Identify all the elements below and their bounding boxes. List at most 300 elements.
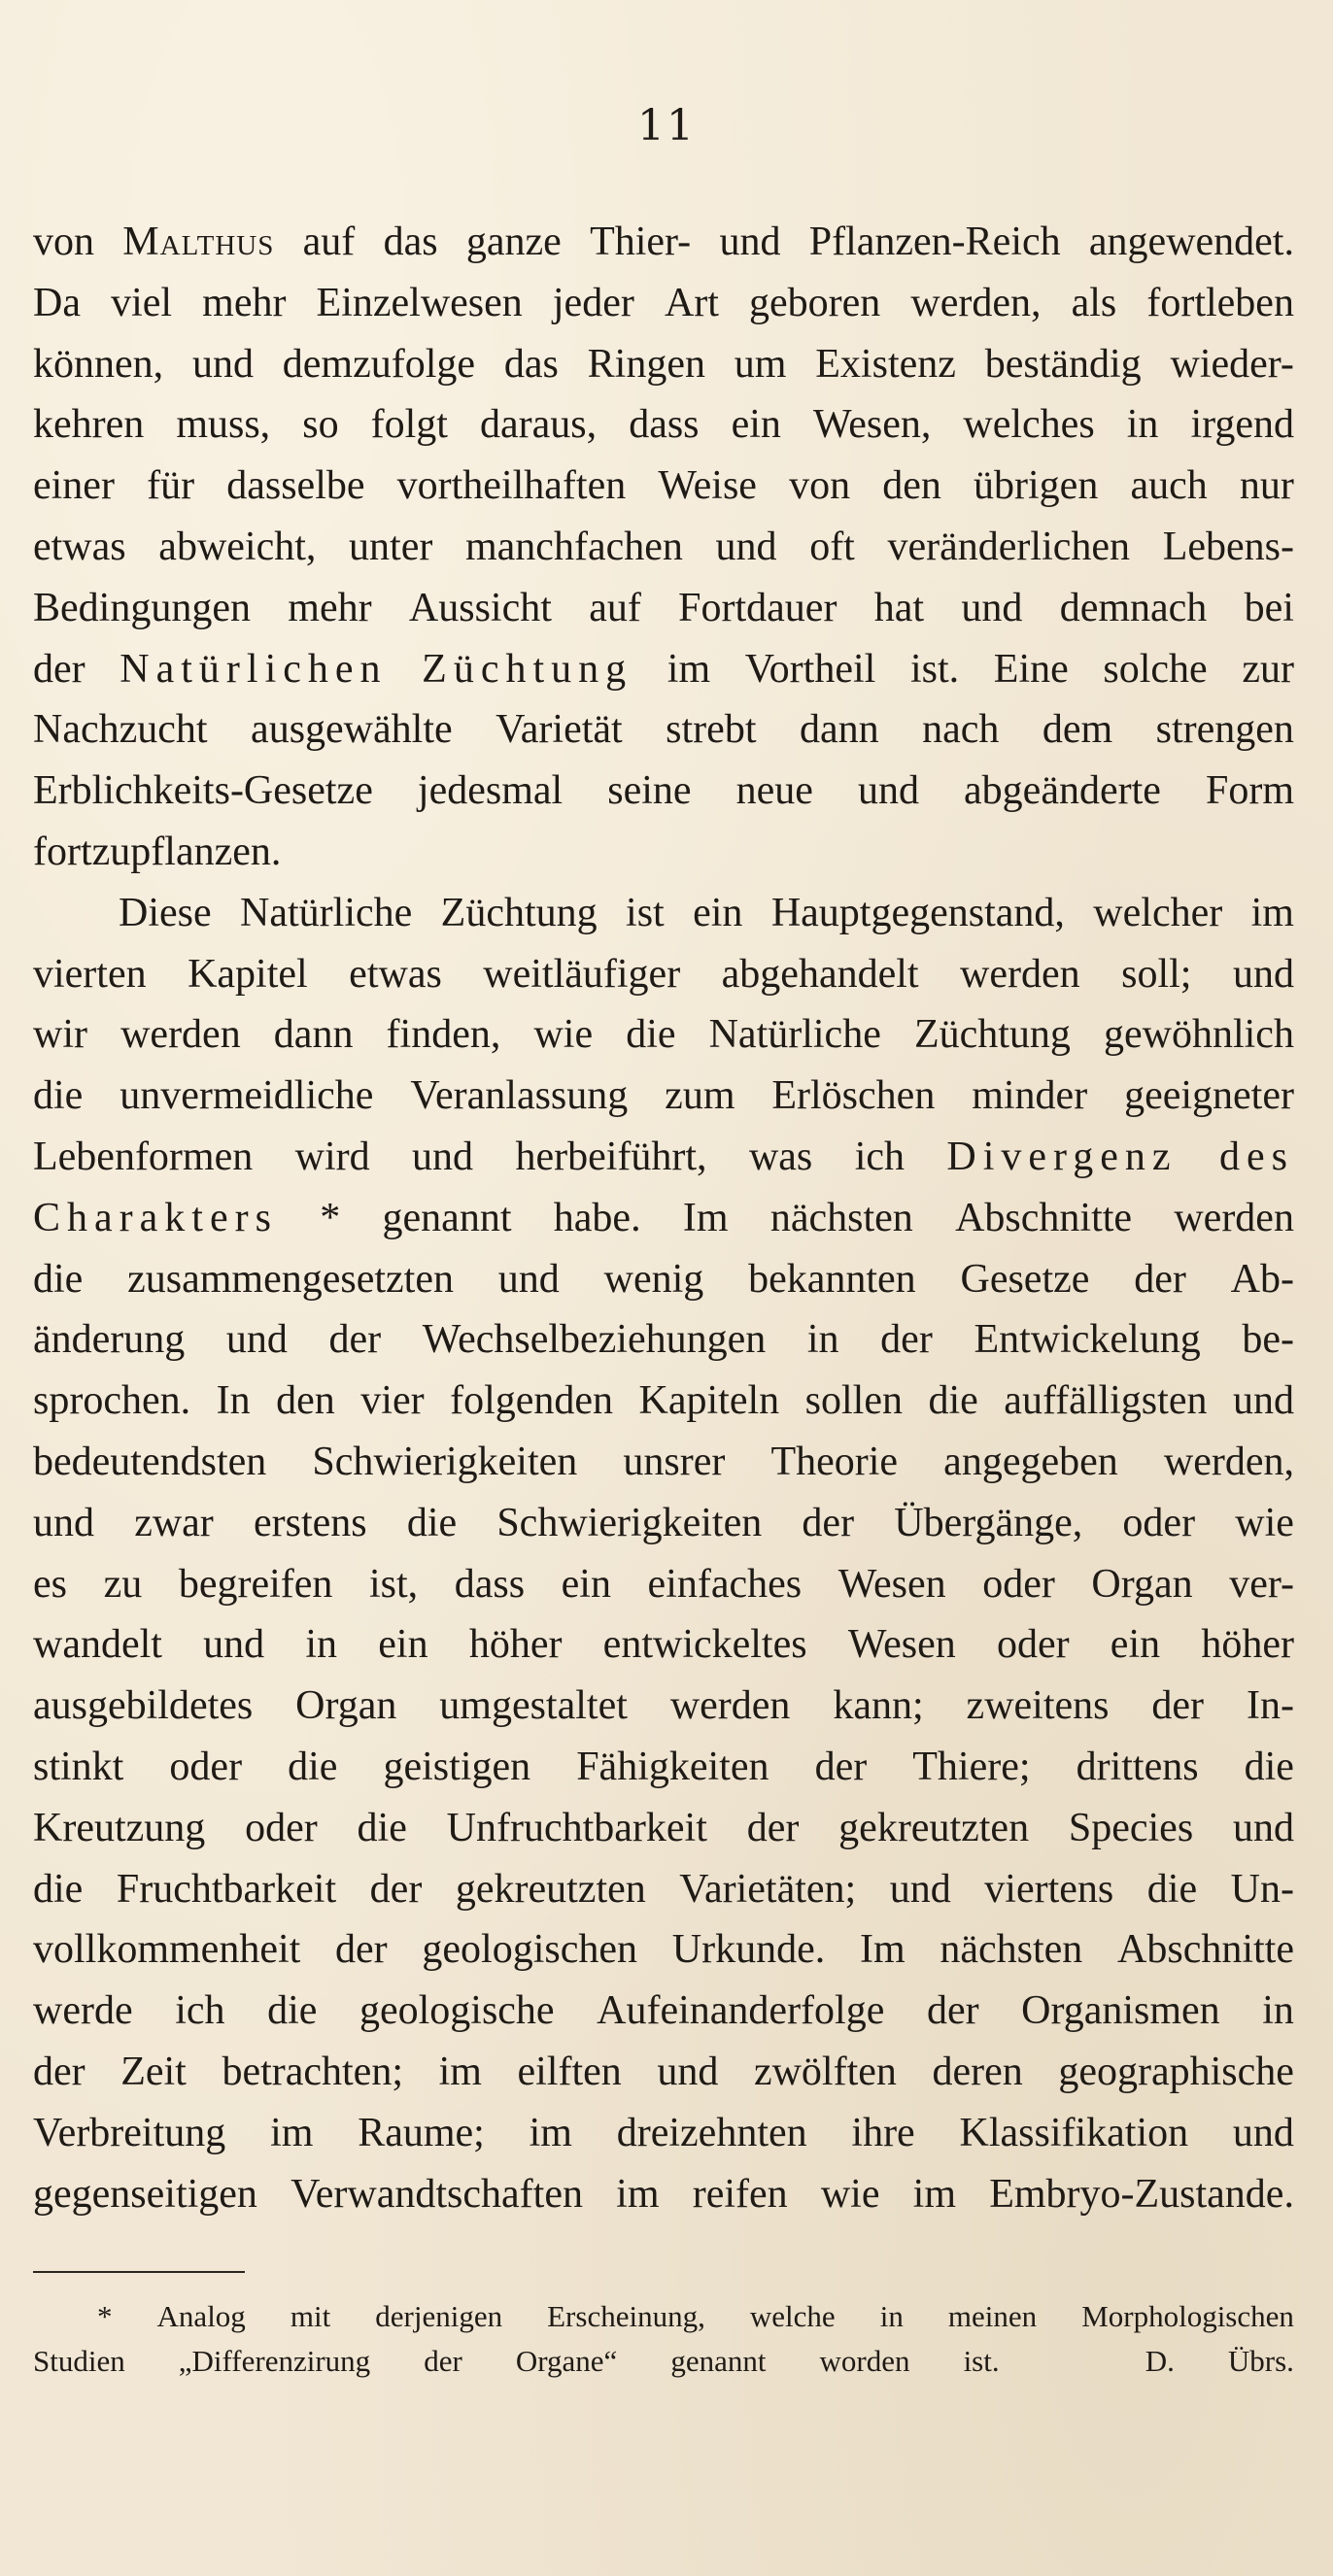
word: herbeiführt,: [515, 1134, 707, 1179]
footnote-word: D.: [1145, 2344, 1175, 2378]
footnote-word: Studien: [33, 2344, 125, 2378]
word: Eine: [993, 646, 1069, 692]
word: auf: [589, 585, 641, 630]
word: der: [1134, 1256, 1186, 1302]
word: geologischen: [422, 1927, 638, 1973]
word: dasselbe: [226, 463, 365, 509]
text-line: [33, 2103, 1294, 2164]
text-line: [33, 2164, 1294, 2225]
word: Erblichkeits-Gesetze: [33, 768, 373, 814]
word: zum: [665, 1073, 735, 1119]
word: der: [880, 1317, 933, 1363]
word: finden,: [386, 1012, 501, 1058]
word: etwas: [349, 951, 442, 997]
word: um: [734, 341, 787, 387]
word: die: [267, 1988, 318, 2034]
word: Schwierigkeiten: [312, 1439, 578, 1484]
word: dem: [1042, 707, 1113, 753]
word: Zeit: [120, 2049, 187, 2094]
word: der: [926, 1988, 979, 2034]
word: ich: [854, 1134, 905, 1179]
word: Charakters: [33, 1195, 278, 1240]
text-line: [33, 334, 1294, 395]
word: jedesmal: [417, 768, 564, 814]
word: Fortdauer: [678, 585, 837, 630]
word: Entwickelung: [974, 1317, 1201, 1363]
word: der: [328, 1317, 382, 1363]
word: der: [33, 2049, 85, 2094]
word: und: [715, 524, 777, 569]
word: so: [302, 402, 339, 448]
word: ein: [693, 890, 743, 935]
word: Bedingungen: [33, 585, 251, 630]
word: seine: [607, 768, 692, 814]
word: drittens: [1076, 1744, 1199, 1789]
word: den: [276, 1378, 335, 1424]
text-line: [33, 2042, 1294, 2103]
word: Thier-: [590, 220, 692, 264]
word: fortzupflanzen.: [33, 829, 282, 874]
word: geographische: [1058, 2049, 1294, 2094]
word: betrachten;: [222, 2049, 403, 2094]
footnote-word: Organe“: [515, 2344, 618, 2378]
word: werden,: [1163, 1439, 1294, 1484]
word: Im: [682, 1195, 729, 1240]
word: in: [1126, 402, 1159, 448]
word: im: [666, 646, 711, 692]
word: welcher: [1093, 890, 1223, 935]
word: und: [857, 768, 919, 814]
word: dass: [629, 402, 700, 448]
word: kehren: [33, 402, 145, 448]
word: und: [191, 341, 254, 387]
word: Im: [859, 1927, 906, 1973]
text-line: [33, 1066, 1294, 1127]
word: Erlöschen: [771, 1073, 936, 1119]
word: gekreutzten: [455, 1866, 646, 1912]
word: oder: [1122, 1500, 1196, 1545]
word: zur: [1242, 646, 1294, 692]
word: bekannten: [748, 1256, 916, 1302]
word: ein: [731, 402, 781, 448]
word: wird: [294, 1134, 370, 1179]
word: höher: [468, 1622, 563, 1668]
word: jeder: [552, 280, 634, 325]
word: Raume;: [358, 2110, 485, 2155]
word: Wesen,: [812, 402, 932, 448]
word: kann;: [833, 1683, 924, 1729]
word: Unfruchtbarkeit: [446, 1805, 707, 1850]
word: Verbreitung: [33, 2110, 226, 2155]
word: was: [748, 1134, 813, 1179]
word: vier: [360, 1378, 425, 1424]
word: gegenseitigen: [33, 2171, 257, 2217]
word: ein: [378, 1622, 428, 1668]
word: angegeben: [943, 1439, 1118, 1484]
word: unvermeidliche: [120, 1073, 374, 1119]
word: ausgewählte: [251, 707, 453, 753]
text-line: [33, 517, 1294, 578]
footnote-word: *: [97, 2299, 113, 2333]
word: ihre: [851, 2110, 915, 2155]
word: im: [438, 2049, 482, 2094]
word: der: [369, 1866, 423, 1912]
text-line: [33, 1371, 1294, 1432]
word: oder: [982, 1561, 1055, 1607]
word: wie: [1235, 1500, 1294, 1545]
word: werden: [120, 1012, 241, 1058]
word: oder: [169, 1744, 243, 1789]
word: ist,: [368, 1561, 419, 1607]
word: folgenden: [450, 1378, 614, 1424]
word: der: [335, 1927, 388, 1973]
word: erstens: [253, 1500, 367, 1545]
word: und: [497, 1256, 560, 1302]
word: welches: [963, 402, 1095, 448]
word: geeigneter: [1124, 1073, 1294, 1119]
word: Ringen: [587, 341, 705, 387]
text-line: [33, 1004, 1294, 1066]
word: mehr: [202, 280, 287, 325]
word: Diese: [119, 890, 212, 935]
word: ganze: [465, 220, 562, 264]
word: Natürliche: [240, 890, 413, 935]
text-line: [33, 883, 1294, 944]
word: bei: [1244, 585, 1294, 630]
word: als: [1071, 280, 1117, 325]
footnote-word: mit: [290, 2299, 331, 2333]
word: Theorie: [770, 1439, 899, 1484]
word: wenig: [603, 1256, 704, 1302]
footnote-word: der: [424, 2344, 462, 2378]
word: die: [1146, 1866, 1198, 1912]
word: Art: [664, 280, 719, 325]
word: weitläufiger: [483, 951, 681, 997]
word: werde: [33, 1988, 133, 2034]
footnote-word: Morphologischen: [1081, 2299, 1294, 2333]
word: nur: [1239, 463, 1294, 509]
word: der: [802, 1500, 855, 1545]
word: vierten: [33, 951, 147, 997]
word: im: [912, 2171, 957, 2217]
word: auch: [1130, 463, 1208, 509]
word: ausgebildetes: [33, 1683, 254, 1729]
word: dann: [799, 707, 879, 753]
word: ver-: [1229, 1561, 1294, 1607]
text-line: [33, 1249, 1294, 1310]
word: Einzelwesen: [316, 280, 523, 325]
word: abgehandelt: [721, 951, 919, 997]
word: und: [719, 220, 781, 264]
word: Organ: [1091, 1561, 1193, 1607]
word: und: [1232, 951, 1294, 997]
text-line: [33, 944, 1294, 1005]
word: viel: [111, 280, 173, 325]
word: im: [529, 2110, 572, 2155]
word: Organ: [295, 1683, 397, 1729]
word: hat: [873, 585, 925, 630]
word: die: [406, 1500, 458, 1545]
body-text: [33, 212, 1294, 2224]
word: Hauptgegenstand,: [770, 890, 1065, 935]
word: vortheilhaften: [396, 463, 627, 509]
word: viertens: [984, 1866, 1114, 1912]
word: soll;: [1121, 951, 1192, 997]
word: im: [616, 2171, 660, 2217]
word: zusammengesetzten: [127, 1256, 454, 1302]
text-line: [33, 1614, 1294, 1676]
word: beständig: [984, 341, 1142, 387]
footnote-word: Erscheinung,: [547, 2299, 705, 2333]
word: den: [882, 463, 941, 509]
word: zu: [103, 1561, 143, 1607]
word: zweitens: [966, 1683, 1110, 1729]
word: zwölften: [753, 2049, 897, 2094]
word: auffälligsten: [1004, 1378, 1208, 1424]
word: demnach: [1059, 585, 1208, 630]
word: und: [203, 1622, 265, 1668]
word: ist: [626, 890, 665, 935]
word: Züchtung: [440, 890, 598, 935]
word: Aussicht: [408, 585, 552, 630]
word: und: [657, 2049, 719, 2094]
word: dreizehnten: [616, 2110, 807, 2155]
word: begreifen: [178, 1561, 333, 1607]
text-line: [33, 212, 1294, 273]
word: in: [305, 1622, 338, 1668]
word: die: [288, 1744, 338, 1789]
word: Vortheil: [744, 646, 876, 692]
word: Natürlichen: [120, 646, 388, 692]
word: Aufeinanderfolge: [597, 1988, 885, 2034]
word: einfaches: [647, 1561, 803, 1607]
word: die: [1244, 1744, 1294, 1789]
word: des: [1218, 1134, 1294, 1179]
word: Fruchtbarkeit: [116, 1866, 337, 1912]
word: stinkt: [33, 1744, 124, 1789]
word: Fähigkeiten: [576, 1744, 769, 1789]
word: vollkommenheit: [33, 1927, 301, 1973]
word: wie: [820, 2171, 880, 2217]
word: und: [1232, 1805, 1294, 1850]
text-line: [33, 1737, 1294, 1798]
word: neue: [735, 768, 813, 814]
word: einer: [33, 463, 115, 509]
word: be-: [1242, 1317, 1294, 1363]
word: die: [33, 1073, 84, 1119]
word: oft: [809, 524, 855, 569]
word: der: [814, 1744, 868, 1789]
word: Wesen: [837, 1561, 946, 1607]
word: solche: [1103, 646, 1208, 692]
word: oder: [996, 1622, 1070, 1668]
word: in: [806, 1317, 839, 1363]
word: daraus,: [480, 402, 598, 448]
text-line: [33, 639, 1294, 700]
word: für: [147, 463, 195, 509]
footnote-word: Analog: [156, 2299, 246, 2333]
footnote-word: in: [879, 2299, 904, 2333]
word: sprochen.: [33, 1378, 191, 1424]
word: übrigen: [974, 463, 1099, 509]
word: höher: [1201, 1622, 1294, 1668]
word: unsrer: [623, 1439, 726, 1484]
word: und: [1232, 1378, 1294, 1424]
text-line: [33, 1919, 1294, 1981]
word: minder: [972, 1073, 1088, 1119]
word: sollen: [804, 1378, 903, 1424]
word: oder: [245, 1805, 318, 1850]
word: geistigen: [383, 1744, 531, 1789]
word: nächsten: [769, 1195, 913, 1240]
word: Veranlassung: [410, 1073, 629, 1119]
word: von: [33, 220, 94, 264]
word: Ab-: [1230, 1256, 1294, 1302]
text-line: [33, 1676, 1294, 1737]
text-line: [33, 1981, 1294, 2042]
word: Kapitel: [188, 951, 308, 997]
word: Species: [1068, 1805, 1194, 1850]
text-line: [33, 394, 1294, 456]
footnote-divider: [33, 2271, 245, 2273]
text-line: [33, 1798, 1294, 1859]
word: umgestaltet: [439, 1683, 628, 1729]
word: das: [383, 220, 438, 264]
word: Organismen: [1021, 1988, 1220, 2034]
word: Übergänge,: [894, 1500, 1083, 1545]
word: Varietäten;: [679, 1866, 857, 1912]
footnote: [33, 2294, 1294, 2384]
text-line: [33, 1493, 1294, 1554]
word: angewendet.: [1088, 220, 1294, 264]
word: nach: [922, 707, 1000, 753]
word: gekreutzten: [838, 1805, 1030, 1850]
word: Thiere;: [912, 1744, 1031, 1789]
word: die: [33, 1866, 84, 1912]
word: demzufolge: [282, 341, 476, 387]
footnote-word: meinen: [947, 2299, 1038, 2333]
word: veränderlichen: [887, 524, 1131, 569]
word: wandelt: [33, 1622, 162, 1668]
word: Existenz: [815, 341, 956, 387]
word: im: [270, 2110, 314, 2155]
word: zwar: [134, 1500, 214, 1545]
word: es: [33, 1561, 67, 1607]
word: manchfachen: [465, 524, 683, 569]
word: Abschnitte: [955, 1195, 1133, 1240]
word: Wesen: [847, 1622, 956, 1668]
word: deren: [932, 2049, 1023, 2094]
word: Gesetze: [960, 1256, 1090, 1302]
word: die: [626, 1012, 676, 1058]
word: Verwandtschaften: [291, 2171, 583, 2217]
word: Lebens-: [1162, 524, 1294, 569]
word: Kreutzung: [33, 1805, 206, 1850]
word: in: [1262, 1988, 1294, 2034]
word: geologische: [359, 1988, 555, 2034]
footnote-word: welche: [749, 2299, 836, 2333]
word: das: [503, 341, 559, 387]
text-line: [33, 456, 1294, 517]
word: ein: [1110, 1622, 1161, 1668]
word: entwickeltes: [602, 1622, 807, 1668]
word: änderung: [33, 1317, 186, 1363]
footnote-word: ist.: [963, 2344, 1000, 2378]
footnote-word: worden: [819, 2344, 910, 2378]
word: Malthus: [122, 220, 275, 264]
word: unter: [349, 524, 433, 569]
text-line: [33, 1432, 1294, 1493]
text-line: [33, 1188, 1294, 1249]
text-line: [33, 761, 1294, 822]
text-line: [33, 1127, 1294, 1188]
word: dann: [273, 1012, 354, 1058]
word: Divergenz: [946, 1134, 1178, 1179]
footnote-word: Übrs.: [1227, 2344, 1294, 2378]
footnote-word: genannt: [670, 2344, 767, 2378]
word: werden: [960, 951, 1080, 997]
word: wieder-: [1170, 341, 1294, 387]
word: dass: [454, 1561, 526, 1607]
word: strebt: [666, 707, 757, 753]
word: Un-: [1230, 1866, 1294, 1912]
word: Lebenformen: [33, 1134, 254, 1179]
footnote-word: derjenigen: [375, 2299, 503, 2333]
word: reifen: [692, 2171, 788, 2217]
word: Urkunde.: [671, 1927, 826, 1973]
word: Züchtung: [913, 1012, 1071, 1058]
word: von: [789, 463, 851, 509]
word: nächsten: [940, 1927, 1083, 1973]
word: Kapiteln: [638, 1378, 780, 1424]
text-line: [33, 578, 1294, 639]
word: und: [225, 1317, 288, 1363]
word: Nachzucht: [33, 707, 208, 753]
word: Da: [33, 280, 81, 325]
word: die: [357, 1805, 407, 1850]
word: habe.: [553, 1195, 641, 1240]
word: wir: [33, 1012, 87, 1058]
word: Klassifikation: [959, 2110, 1189, 2155]
word: ist.: [909, 646, 960, 692]
word: werden: [1174, 1195, 1294, 1240]
word: die: [33, 1256, 84, 1302]
footnote-line: [33, 2294, 1294, 2339]
footnote-line: [33, 2339, 1294, 2384]
word: und: [889, 1866, 951, 1912]
word: Schwierigkeiten: [496, 1500, 763, 1545]
word: Weise: [658, 463, 757, 509]
text-line: [33, 699, 1294, 761]
word: der: [1151, 1683, 1205, 1729]
word: der: [746, 1805, 800, 1850]
word: Züchtung: [422, 646, 633, 692]
text-line: [33, 822, 1294, 883]
text-line: [33, 1554, 1294, 1615]
word: werden: [669, 1683, 791, 1729]
word: strengen: [1155, 707, 1294, 753]
word: geboren: [749, 280, 881, 325]
word: und: [961, 585, 1023, 630]
word: mehr: [288, 585, 372, 630]
footnote-word: „Differenzirung: [178, 2344, 371, 2378]
word: ich: [175, 1988, 225, 2034]
word: und: [1232, 2110, 1294, 2155]
word: die: [928, 1378, 978, 1424]
word: Pflanzen-Reich: [808, 220, 1061, 264]
word: der: [33, 646, 85, 692]
word: wie: [533, 1012, 594, 1058]
